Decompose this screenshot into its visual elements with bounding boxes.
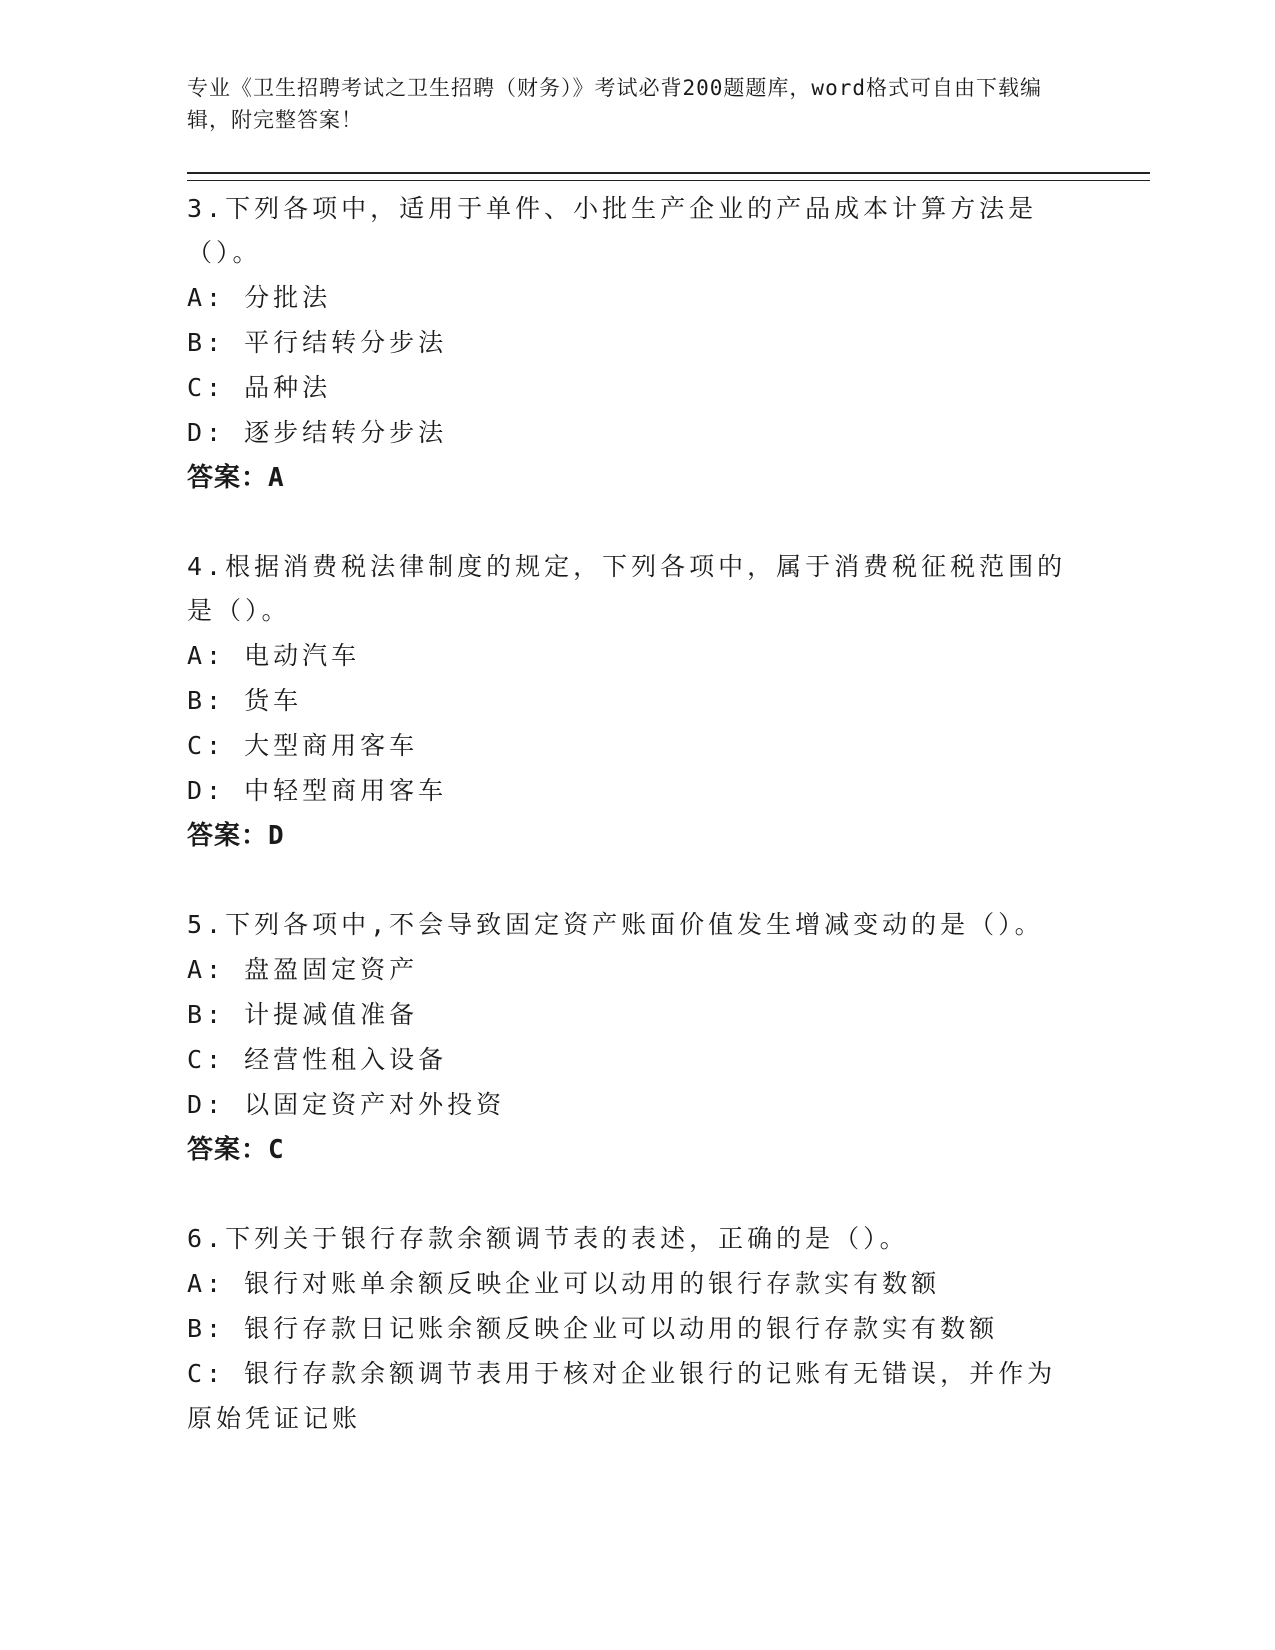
option-c bbox=[187, 1351, 1077, 1441]
option-b bbox=[187, 678, 1077, 723]
option-key: B: bbox=[187, 328, 226, 357]
option-a bbox=[187, 1261, 1077, 1306]
option-text: 中轻型商用客车 bbox=[244, 776, 448, 805]
question-stem: 3.下列各项中，适用于单件、小批生产企业的产品成本计算方法是（）。 bbox=[187, 194, 1038, 267]
option-key: D: bbox=[187, 1090, 226, 1119]
option-text: 电动汽车 bbox=[244, 641, 361, 670]
option-key: A: bbox=[187, 641, 226, 670]
option-key: D: bbox=[187, 418, 226, 447]
option-text: 经营性租入设备 bbox=[244, 1045, 448, 1074]
option-d bbox=[187, 410, 1077, 455]
option-d bbox=[187, 768, 1077, 813]
question-stem: 4.根据消费税法律制度的规定，下列各项中，属于消费税征税范围的是（）。 bbox=[187, 552, 1067, 625]
question-block bbox=[187, 1217, 1157, 1441]
option-b bbox=[187, 992, 1077, 1037]
option-text: 银行对账单余额反映企业可以动用的银行存款实有数额 bbox=[244, 1269, 941, 1298]
option-text: 银行存款日记账余额反映企业可以动用的银行存款实有数额 bbox=[244, 1314, 999, 1343]
option-text: 计提减值准备 bbox=[244, 1000, 419, 1029]
option-text: 银行存款余额调节表用于核对企业银行的记账有无错误，并作为原始凭证记账 bbox=[187, 1359, 1057, 1433]
option-text: 品种法 bbox=[244, 373, 332, 402]
option-text: 以固定资产对外投资 bbox=[244, 1090, 506, 1119]
option-key: C: bbox=[187, 1359, 226, 1388]
option-b bbox=[187, 320, 1077, 365]
question-block bbox=[187, 903, 1157, 1173]
answer-line: 答案：A bbox=[187, 463, 285, 493]
option-c bbox=[187, 723, 1077, 768]
option-key: C: bbox=[187, 1045, 226, 1074]
option-key: A: bbox=[187, 1269, 226, 1298]
option-a bbox=[187, 633, 1077, 678]
question-stem: 6.下列关于银行存款余额调节表的表述，正确的是（）。 bbox=[187, 1224, 909, 1253]
option-text: 分批法 bbox=[244, 283, 332, 312]
option-c bbox=[187, 365, 1077, 410]
option-key: A: bbox=[187, 283, 226, 312]
option-text: 逐步结转分步法 bbox=[244, 418, 448, 447]
document-page bbox=[187, 72, 1157, 1441]
option-text: 货车 bbox=[244, 686, 303, 715]
question-block bbox=[187, 187, 1157, 501]
option-key: C: bbox=[187, 731, 226, 760]
option-a bbox=[187, 275, 1077, 320]
option-text: 盘盈固定资产 bbox=[244, 955, 419, 984]
question-block bbox=[187, 545, 1157, 859]
option-key: D: bbox=[187, 776, 226, 805]
question-stem: 5.下列各项中,不会导致固定资产账面价值发生增减变动的是（）。 bbox=[187, 910, 1044, 939]
option-d bbox=[187, 1082, 1077, 1127]
option-c bbox=[187, 1037, 1077, 1082]
document-header: 专业《卫生招聘考试之卫生招聘（财务）》考试必背200题题库，word格式可自由下载编辑，附完整答案！ bbox=[187, 76, 1042, 132]
option-key: C: bbox=[187, 373, 226, 402]
answer-line: 答案：D bbox=[187, 821, 285, 851]
option-b bbox=[187, 1306, 1077, 1351]
option-text: 平行结转分步法 bbox=[244, 328, 448, 357]
option-key: A: bbox=[187, 955, 226, 984]
option-key: B: bbox=[187, 686, 226, 715]
header-divider bbox=[187, 172, 1150, 181]
option-key: B: bbox=[187, 1000, 226, 1029]
option-text: 大型商用客车 bbox=[244, 731, 419, 760]
option-key: B: bbox=[187, 1314, 226, 1343]
option-a bbox=[187, 947, 1077, 992]
answer-line: 答案：C bbox=[187, 1135, 285, 1165]
